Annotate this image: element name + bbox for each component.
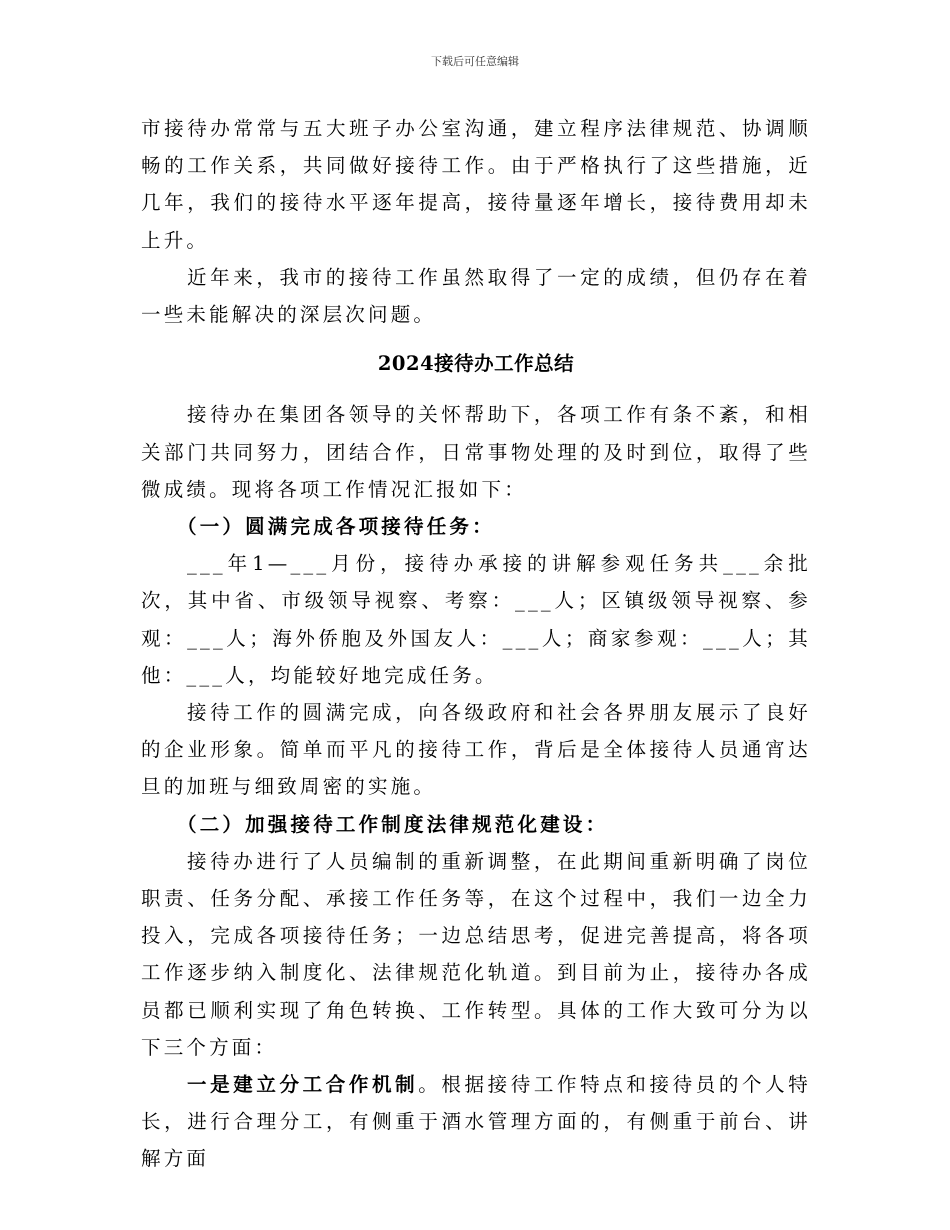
document-title: 2024接待办工作总结	[377, 352, 575, 376]
page-header: 下载后可任意编辑	[431, 55, 519, 68]
paragraph-division-of-labor	[141, 1066, 811, 1178]
division-of-labor-text: 。根据接待工作特点和接待员的个人特长，进行合理分工，有侧重于酒水管理方面的，有侧重于前台、讲解方面	[141, 1073, 811, 1171]
section-heading-1: （一）圆满完成各项接待任务：	[177, 515, 495, 539]
paragraph-problems: 近年来，我市的接待工作虽然取得了一定的成绩，但仍存在着一些未能解决的深层次问题。	[141, 265, 811, 327]
paragraph-intro: 接待办在集团各领导的关怀帮助下，各项工作有条不紊，和相关部门共同努力，团结合作，日常事物处理的及时到位，取得了些微成绩。现将各项工作情况汇报如下：	[141, 403, 811, 501]
section-heading-2: （二）加强接待工作制度法律规范化建设：	[177, 812, 609, 836]
paragraph-reception-stats: ___年1—___月份，接待办承接的讲解参观任务共___余批次，其中省、市级领导视察、考察：___人；区镇级领导视察、参观：___人；海外侨胞及外国友人：___人；商家参观：___人；其他：___人，均能较好地完成任务。	[141, 552, 811, 687]
document-body	[141, 110, 811, 1178]
paragraph-institution: 接待办进行了人员编制的重新调整，在此期间重新明确了岗位职责、任务分配、承接工作任务等，在这个过程中，我们一边全力投入，完成各项接待任务；一边总结思考，促进完善提高，将各项工作逐步纳入制度化、法律规范化轨道。到目前为止，接待办各成员都已顺利实现了角色转换、工作转型。具体的工作大致可分为以下三个方面：	[141, 849, 811, 1059]
paragraph-reception-result: 接待工作的圆满完成，向各级政府和社会各界朋友展示了良好的企业形象。简单而平凡的接待工作，背后是全体接待人员通宵达旦的加班与细致周密的实施。	[141, 701, 811, 799]
division-of-labor-lead: 一是建立分工合作机制	[187, 1073, 419, 1097]
paragraph-continuation: 市接待办常常与五大班子办公室沟通，建立程序法律规范、协调顺畅的工作关系，共同做好接待工作。由于严格执行了这些措施，近几年，我们的接待水平逐年提高，接待量逐年增长，接待费用却未上升。	[141, 117, 811, 252]
